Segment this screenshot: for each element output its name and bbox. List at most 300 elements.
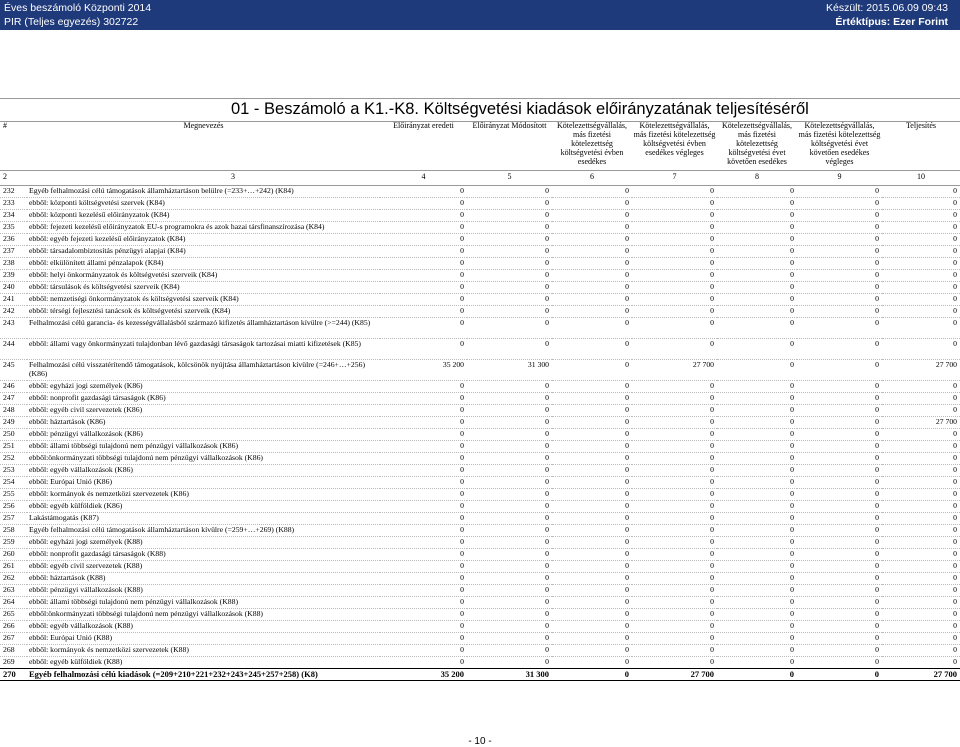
row-value: 0 [467, 429, 552, 441]
row-value: 0 [797, 405, 882, 417]
row-value: 0 [380, 597, 467, 609]
row-value: 0 [552, 339, 632, 360]
row-value: 0 [882, 381, 960, 393]
table-row [0, 360, 960, 381]
row-value: 0 [797, 513, 882, 525]
row-value: 0 [882, 645, 960, 657]
row-number: 251 [0, 441, 27, 453]
row-value: 0 [467, 258, 552, 270]
row-label: ebből: társadalombiztosítás pénzügyi alapjai (K84) [27, 246, 380, 258]
report-source: PIR (Teljes egyezés) 302722 [4, 16, 139, 28]
row-value: 27 700 [632, 360, 717, 381]
row-value: 0 [552, 282, 632, 294]
row-value: 0 [380, 537, 467, 549]
row-value: 0 [797, 489, 882, 501]
row-value: 0 [467, 393, 552, 405]
row-value: 0 [797, 258, 882, 270]
row-value: 0 [467, 609, 552, 621]
row-value: 0 [467, 198, 552, 210]
row-value: 0 [552, 477, 632, 489]
row-number: 254 [0, 477, 27, 489]
row-value: 0 [632, 246, 717, 258]
row-value: 35 200 [380, 669, 467, 681]
row-label: ebből: elkülönített állami pénzalapok (K84) [27, 258, 380, 270]
row-value: 0 [467, 318, 552, 339]
row-value: 0 [552, 294, 632, 306]
row-label: ebből: központi költségvetési szervek (K84) [27, 198, 380, 210]
row-value: 0 [380, 318, 467, 339]
row-label: ebből: pénzügyi vállalkozások (K88) [27, 585, 380, 597]
row-value: 0 [552, 429, 632, 441]
row-value: 0 [380, 645, 467, 657]
table-row [0, 339, 960, 360]
report-created: Készült: 2015.06.09 09:43 [825, 2, 948, 14]
row-value: 27 700 [882, 360, 960, 381]
row-value: 0 [717, 489, 797, 501]
row-label: ebből: kormányok és nemzetközi szervezetek (K88) [27, 645, 380, 657]
row-value: 0 [552, 234, 632, 246]
row-value: 0 [467, 561, 552, 573]
table-row [0, 381, 960, 393]
row-value: 0 [797, 318, 882, 339]
row-value: 0 [882, 393, 960, 405]
row-value: 0 [717, 537, 797, 549]
row-value: 0 [467, 465, 552, 477]
row-value: 0 [717, 645, 797, 657]
col-number: 6 [552, 171, 632, 186]
row-value: 0 [467, 501, 552, 513]
row-value: 0 [882, 489, 960, 501]
col-header-num: # [3, 121, 7, 130]
row-label: Lakástámogatás (K87) [27, 513, 380, 525]
row-value: 0 [797, 306, 882, 318]
table-row [0, 561, 960, 573]
row-label: ebből: egyéb civil szervezetek (K86) [27, 405, 380, 417]
row-value: 0 [717, 222, 797, 234]
row-value: 0 [797, 573, 882, 585]
table-row [0, 294, 960, 306]
row-value: 0 [467, 246, 552, 258]
table-row [0, 282, 960, 294]
row-value: 0 [467, 210, 552, 222]
row-value: 0 [632, 597, 717, 609]
row-value: 0 [717, 501, 797, 513]
row-value: 0 [380, 198, 467, 210]
row-number: 241 [0, 294, 27, 306]
row-number: 270 [0, 669, 27, 681]
row-label: ebből: egyházi jogi személyek (K88) [27, 537, 380, 549]
row-number: 237 [0, 246, 27, 258]
row-value: 0 [797, 234, 882, 246]
row-number: 249 [0, 417, 27, 429]
table-row [0, 222, 960, 234]
table-row [0, 549, 960, 561]
row-value: 0 [797, 186, 882, 198]
table-row [0, 270, 960, 282]
row-value: 0 [797, 669, 882, 681]
row-value: 0 [717, 621, 797, 633]
row-number: 267 [0, 633, 27, 645]
row-value: 0 [717, 465, 797, 477]
row-value: 0 [882, 405, 960, 417]
row-value: 0 [552, 669, 632, 681]
row-value: 0 [380, 501, 467, 513]
row-value: 0 [797, 537, 882, 549]
row-value: 0 [632, 318, 717, 339]
row-value: 0 [632, 417, 717, 429]
row-number: 268 [0, 645, 27, 657]
row-value: 0 [632, 477, 717, 489]
row-value: 0 [552, 405, 632, 417]
row-value: 0 [380, 525, 467, 537]
expenditure-table [0, 120, 960, 681]
row-value: 0 [882, 339, 960, 360]
row-value: 0 [717, 270, 797, 282]
row-value: 0 [380, 417, 467, 429]
row-value: 0 [632, 645, 717, 657]
row-value: 0 [882, 477, 960, 489]
row-value: 0 [797, 381, 882, 393]
row-value: 0 [882, 609, 960, 621]
row-value: 0 [632, 381, 717, 393]
row-number: 258 [0, 525, 27, 537]
row-value: 0 [467, 657, 552, 669]
row-value: 0 [552, 210, 632, 222]
row-value: 0 [552, 573, 632, 585]
row-label: ebből: fejezeti kezelésű előirányzatok EU-s programokra és azok hazai társfinanszírozása (K84) [27, 222, 380, 234]
row-value: 0 [797, 441, 882, 453]
table-row [0, 501, 960, 513]
row-value: 0 [882, 234, 960, 246]
row-value: 0 [467, 645, 552, 657]
row-value: 0 [552, 441, 632, 453]
row-value: 0 [717, 393, 797, 405]
row-value: 0 [882, 657, 960, 669]
row-label: Egyéb felhalmozási célú kiadások (=209+210+221+232+243+245+257+258) (K8) [27, 669, 380, 681]
row-value: 0 [552, 198, 632, 210]
row-value: 0 [632, 633, 717, 645]
row-value: 0 [882, 186, 960, 198]
table-row [0, 405, 960, 417]
row-value: 0 [797, 561, 882, 573]
row-value: 0 [717, 186, 797, 198]
row-value: 0 [882, 501, 960, 513]
table-row [0, 477, 960, 489]
row-value: 0 [552, 645, 632, 657]
row-value: 0 [552, 549, 632, 561]
table-row [0, 306, 960, 318]
col-header-commitment-later: Kötelezettségvállalás, más fizetési kötelezettség költségvetési évet követően esedékes [722, 121, 792, 166]
col-header-modified: Előirányzat Módosított [472, 121, 547, 130]
row-value: 0 [882, 306, 960, 318]
row-label: Egyéb felhalmozási célú támogatások államháztartáson kívülre (=259+…+269) (K88) [27, 525, 380, 537]
table-row [0, 609, 960, 621]
row-value: 0 [380, 186, 467, 198]
row-value: 0 [797, 198, 882, 210]
row-value: 0 [882, 597, 960, 609]
row-value: 0 [797, 621, 882, 633]
row-value: 0 [882, 246, 960, 258]
row-value: 0 [632, 549, 717, 561]
row-label: ebből: egyéb civil szervezetek (K88) [27, 561, 380, 573]
row-label: ebből: társulások és költségvetési szerveik (K84) [27, 282, 380, 294]
row-number: 238 [0, 258, 27, 270]
row-label: ebből: nemzetiségi önkormányzatok és költségvetési szerveik (K84) [27, 294, 380, 306]
row-value: 0 [797, 360, 882, 381]
col-number: 3 [27, 171, 380, 186]
row-number: 242 [0, 306, 27, 318]
row-value: 0 [717, 282, 797, 294]
row-value: 0 [380, 513, 467, 525]
row-label: ebből: egyházi jogi személyek (K86) [27, 381, 380, 393]
row-value: 0 [632, 282, 717, 294]
row-label: ebből: helyi önkormányzatok és költségvetési szerveik (K84) [27, 270, 380, 282]
row-number: 235 [0, 222, 27, 234]
row-number: 252 [0, 453, 27, 465]
table-row [0, 234, 960, 246]
row-value: 0 [632, 186, 717, 198]
row-value: 0 [467, 585, 552, 597]
row-value: 0 [380, 294, 467, 306]
row-value: 0 [632, 621, 717, 633]
row-value: 0 [717, 561, 797, 573]
row-number: 255 [0, 489, 27, 501]
row-value: 0 [717, 417, 797, 429]
row-number: 259 [0, 537, 27, 549]
row-value: 0 [797, 393, 882, 405]
table-row [0, 258, 960, 270]
col-number: 10 [882, 171, 960, 186]
row-value: 0 [882, 210, 960, 222]
col-number: 2 [0, 171, 27, 186]
row-value: 0 [467, 417, 552, 429]
row-number: 266 [0, 621, 27, 633]
row-value: 0 [552, 258, 632, 270]
row-value: 0 [632, 234, 717, 246]
row-label: ebből: egyéb külföldiek (K86) [27, 501, 380, 513]
table-row [0, 441, 960, 453]
row-value: 0 [797, 294, 882, 306]
row-value: 0 [380, 339, 467, 360]
row-value: 0 [380, 429, 467, 441]
row-number: 246 [0, 381, 27, 393]
row-value: 0 [467, 186, 552, 198]
row-value: 0 [380, 234, 467, 246]
row-value: 0 [717, 453, 797, 465]
row-value: 0 [882, 573, 960, 585]
row-value: 0 [380, 381, 467, 393]
row-value: 0 [797, 633, 882, 645]
row-value: 0 [632, 537, 717, 549]
table-row [0, 573, 960, 585]
row-value: 0 [467, 282, 552, 294]
row-value: 0 [717, 234, 797, 246]
row-value: 0 [380, 306, 467, 318]
row-value: 0 [717, 405, 797, 417]
row-value: 0 [882, 258, 960, 270]
row-number: 247 [0, 393, 27, 405]
row-value: 0 [882, 525, 960, 537]
row-value: 0 [552, 633, 632, 645]
row-value: 0 [717, 381, 797, 393]
row-value: 0 [552, 393, 632, 405]
row-value: 0 [797, 525, 882, 537]
table-row [0, 318, 960, 339]
row-value: 0 [882, 453, 960, 465]
table-row [0, 513, 960, 525]
row-value: 0 [467, 621, 552, 633]
row-value: 0 [467, 633, 552, 645]
row-value: 0 [717, 360, 797, 381]
col-number: 4 [380, 171, 467, 186]
row-value: 0 [882, 465, 960, 477]
row-value: 0 [717, 597, 797, 609]
row-number: 260 [0, 549, 27, 561]
row-value: 0 [380, 585, 467, 597]
row-number: 257 [0, 513, 27, 525]
row-value: 0 [552, 222, 632, 234]
row-value: 0 [632, 489, 717, 501]
row-value: 0 [467, 234, 552, 246]
row-value: 31 300 [467, 669, 552, 681]
report-value-type: Értéktípus: Ezer Forint [835, 16, 948, 28]
row-value: 27 700 [882, 669, 960, 681]
row-value: 0 [717, 477, 797, 489]
row-label: Felhalmozási célú visszatérítendő támogatások, kölcsönök nyújtása államháztartáson kívülre (=246+…+256) (K86) [27, 360, 380, 381]
row-label: ebből: kormányok és nemzetközi szervezetek (K86) [27, 489, 380, 501]
row-label: ebből: állami vagy önkormányzati tulajdonban lévő gazdasági társaságok tartozásai miatti kifizetések (K85) [27, 339, 380, 360]
row-number: 234 [0, 210, 27, 222]
row-label: ebből: háztartások (K86) [27, 417, 380, 429]
page-number: - 10 - [468, 736, 492, 747]
row-number: 245 [0, 360, 27, 381]
table-row [0, 489, 960, 501]
table-body [0, 186, 960, 681]
row-value: 0 [380, 561, 467, 573]
col-number: 8 [717, 171, 797, 186]
row-value: 0 [717, 318, 797, 339]
row-number: 263 [0, 585, 27, 597]
row-value: 0 [882, 441, 960, 453]
row-value: 0 [380, 258, 467, 270]
column-header-row [0, 120, 960, 171]
row-value: 0 [552, 513, 632, 525]
row-value: 0 [632, 453, 717, 465]
row-number: 253 [0, 465, 27, 477]
table-row [0, 465, 960, 477]
row-value: 0 [467, 405, 552, 417]
row-value: 0 [552, 501, 632, 513]
row-value: 0 [717, 657, 797, 669]
row-value: 0 [882, 537, 960, 549]
row-value: 0 [467, 441, 552, 453]
row-value: 0 [552, 621, 632, 633]
row-value: 0 [467, 477, 552, 489]
row-value: 0 [717, 339, 797, 360]
row-value: 0 [632, 441, 717, 453]
row-value: 0 [552, 360, 632, 381]
row-label: ebből: egyéb fejezeti kezelésű előirányzatok (K84) [27, 234, 380, 246]
row-number: 232 [0, 186, 27, 198]
row-label: ebből: állami többségi tulajdonú nem pénzügyi vállalkozások (K88) [27, 597, 380, 609]
page-title: 01 - Beszámoló a K1.-K8. Költségvetési kiadások előirányzatának teljesítéséről [231, 100, 809, 118]
row-label: Egyéb felhalmozási célú támogatások államháztartáson belülre (=233+…+242) (K84) [27, 186, 380, 198]
row-value: 0 [882, 282, 960, 294]
row-value: 0 [797, 609, 882, 621]
row-value: 0 [882, 585, 960, 597]
row-label: ebből: pénzügyi vállalkozások (K86) [27, 429, 380, 441]
row-value: 0 [632, 525, 717, 537]
row-value: 0 [882, 318, 960, 339]
row-value: 0 [797, 246, 882, 258]
row-value: 0 [717, 525, 797, 537]
col-number: 7 [632, 171, 717, 186]
row-number: 250 [0, 429, 27, 441]
row-value: 0 [632, 210, 717, 222]
row-value: 0 [717, 633, 797, 645]
table-row [0, 453, 960, 465]
table-row [0, 633, 960, 645]
row-value: 0 [797, 282, 882, 294]
table-row [0, 417, 960, 429]
report-name: Éves beszámoló Központi 2014 [4, 2, 152, 14]
row-value: 0 [380, 246, 467, 258]
row-value: 0 [552, 525, 632, 537]
row-value: 0 [797, 222, 882, 234]
row-value: 0 [467, 306, 552, 318]
row-value: 0 [552, 465, 632, 477]
row-value: 0 [717, 210, 797, 222]
row-label: ebből: térségi fejlesztési tanácsok és költségvetési szerveik (K84) [27, 306, 380, 318]
row-value: 0 [380, 282, 467, 294]
col-number: 5 [467, 171, 552, 186]
row-value: 0 [552, 381, 632, 393]
row-value: 0 [797, 477, 882, 489]
row-value: 35 200 [380, 360, 467, 381]
table-row [0, 585, 960, 597]
table-row [0, 645, 960, 657]
row-number: 264 [0, 597, 27, 609]
row-value: 0 [467, 549, 552, 561]
row-label: ebből: állami többségi tulajdonú nem pénzügyi vállalkozások (K86) [27, 441, 380, 453]
table-row [0, 657, 960, 669]
column-number-row [0, 171, 960, 186]
row-value: 0 [552, 186, 632, 198]
row-value: 0 [717, 429, 797, 441]
table-row [0, 525, 960, 537]
row-number: 269 [0, 657, 27, 669]
row-value: 0 [797, 657, 882, 669]
row-value: 0 [552, 585, 632, 597]
row-value: 0 [717, 609, 797, 621]
row-value: 0 [797, 417, 882, 429]
row-value: 0 [552, 246, 632, 258]
row-label: ebből: Európai Unió (K86) [27, 477, 380, 489]
table-row [0, 210, 960, 222]
row-number: 239 [0, 270, 27, 282]
row-value: 0 [467, 381, 552, 393]
table-total-row [0, 669, 960, 681]
row-value: 0 [632, 393, 717, 405]
row-value: 0 [632, 585, 717, 597]
table-row [0, 246, 960, 258]
row-value: 0 [467, 597, 552, 609]
row-value: 0 [632, 465, 717, 477]
row-number: 244 [0, 339, 27, 360]
col-header-commitment-current: Kötelezettségvállalás, más fizetési kötelezettség költségvetési évben esedékes [557, 121, 627, 166]
row-value: 0 [882, 198, 960, 210]
row-value: 0 [552, 270, 632, 282]
